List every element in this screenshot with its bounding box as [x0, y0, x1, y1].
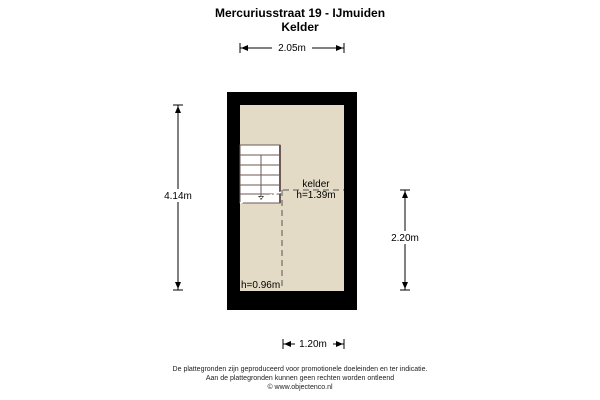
right-height-dimension: [386, 190, 424, 290]
left-height-dimension: [160, 105, 196, 290]
room-name: kelder: [302, 179, 330, 190]
room-height-label: h=1.39m: [296, 190, 336, 201]
staircase: [240, 145, 282, 203]
top-width-label: 2.05m: [278, 43, 306, 54]
low-height-label: h=0.96m: [241, 280, 281, 291]
bottom-width-dimension: [283, 337, 344, 350]
right-height-label: 2.20m: [391, 233, 419, 244]
bottom-width-label: 1.20m: [299, 339, 327, 350]
plan-title: Mercuriusstraat 19 - IJmuiden: [214, 6, 386, 20]
disclaimer-line-2: Aan de plattegronden kunnen geen rechten worden ontleend: [205, 375, 395, 382]
top-width-dimension: [240, 41, 344, 54]
left-height-label: 4.14m: [164, 191, 192, 202]
floor-name: Kelder: [281, 20, 319, 34]
disclaimer-line-1: De plattegronden zijn geproduceerd voor promotionele doeleinden en ter indicatie.: [172, 366, 428, 373]
copyright-line: © www.objectenco.nl: [267, 384, 333, 391]
